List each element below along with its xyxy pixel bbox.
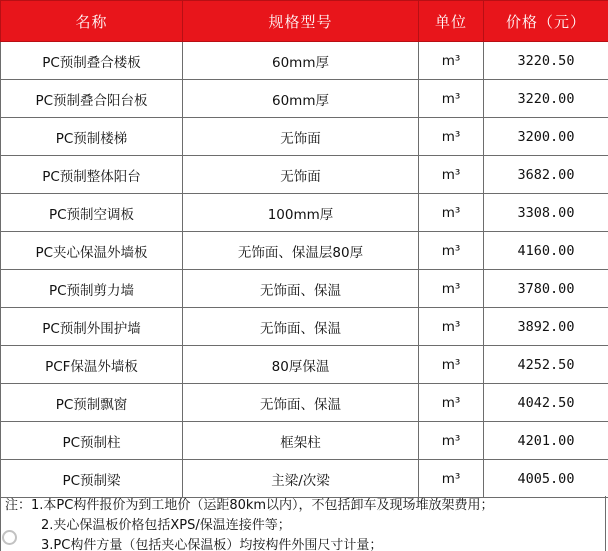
table-row bbox=[1, 346, 608, 384]
cell-unit: m³ bbox=[419, 460, 484, 498]
table-row bbox=[1, 270, 608, 308]
cell-spec: 无饰面、保温层80厚 bbox=[183, 232, 419, 270]
table-row bbox=[1, 232, 608, 270]
cell-name: PC预制剪力墙 bbox=[1, 270, 183, 308]
cell-price: 3200.00 bbox=[484, 118, 608, 156]
cell-unit: m³ bbox=[419, 308, 484, 346]
cell-name: PC预制梁 bbox=[1, 460, 183, 498]
cell-price: 3780.00 bbox=[484, 270, 608, 308]
cell-spec: 100mm厚 bbox=[183, 194, 419, 232]
cell-price: 3220.00 bbox=[484, 80, 608, 118]
watermark-logo bbox=[2, 525, 64, 549]
cell-price: 3892.00 bbox=[484, 308, 608, 346]
cell-unit: m³ bbox=[419, 80, 484, 118]
cell-name: PC预制叠合阳台板 bbox=[1, 80, 183, 118]
cell-price: 3308.00 bbox=[484, 194, 608, 232]
watermark-icon bbox=[2, 530, 17, 545]
cell-name: PC夹心保温外墙板 bbox=[1, 232, 183, 270]
cell-spec: 主梁/次梁 bbox=[183, 460, 419, 498]
cell-spec: 60mm厚 bbox=[183, 42, 419, 80]
cell-unit: m³ bbox=[419, 270, 484, 308]
table-row bbox=[1, 384, 608, 422]
header-row bbox=[1, 1, 608, 42]
cell-name: PC预制外围护墙 bbox=[1, 308, 183, 346]
cell-price: 3220.50 bbox=[484, 42, 608, 80]
cell-name: PC预制空调板 bbox=[1, 194, 183, 232]
cell-name: PC预制飘窗 bbox=[1, 384, 183, 422]
header-name: 名称 bbox=[1, 1, 183, 42]
cell-name: PCF保温外墙板 bbox=[1, 346, 183, 384]
table-body bbox=[1, 42, 608, 498]
cell-name: PC预制叠合楼板 bbox=[1, 42, 183, 80]
cell-name: PC预制楼梯 bbox=[1, 118, 183, 156]
cell-unit: m³ bbox=[419, 156, 484, 194]
cell-spec: 无饰面、保温 bbox=[183, 270, 419, 308]
cell-spec: 60mm厚 bbox=[183, 80, 419, 118]
cell-price: 4252.50 bbox=[484, 346, 608, 384]
cell-unit: m³ bbox=[419, 42, 484, 80]
cell-spec: 80厚保温 bbox=[183, 346, 419, 384]
cell-unit: m³ bbox=[419, 118, 484, 156]
cell-unit: m³ bbox=[419, 422, 484, 460]
note-line-3: 3.PC构件方量（包括夹心保温板）均按构件外围尺寸计量； bbox=[41, 538, 383, 551]
table-row bbox=[1, 422, 608, 460]
table-row bbox=[1, 460, 608, 498]
table-row bbox=[1, 308, 608, 346]
cell-spec: 框架柱 bbox=[183, 422, 419, 460]
table-row bbox=[1, 80, 608, 118]
header-price: 价格（元） bbox=[484, 1, 608, 42]
cell-unit: m³ bbox=[419, 232, 484, 270]
table-row bbox=[1, 118, 608, 156]
cell-unit: m³ bbox=[419, 194, 484, 232]
cell-spec: 无饰面 bbox=[183, 156, 419, 194]
cell-price: 4005.00 bbox=[484, 460, 608, 498]
header-spec: 规格型号 bbox=[183, 1, 419, 42]
note-line-1: 注：1.本PC构件报价为到工地价（运距80km以内），不包括卸车及现场堆放架费用； bbox=[5, 498, 494, 513]
cell-spec: 无饰面、保温 bbox=[183, 308, 419, 346]
note-line-2: 2.夹心保温板价格包括XPS/保温连接件等； bbox=[41, 518, 291, 533]
header-unit: 单位 bbox=[419, 1, 484, 42]
cell-price: 4201.00 bbox=[484, 422, 608, 460]
cell-price: 3682.00 bbox=[484, 156, 608, 194]
cell-unit: m³ bbox=[419, 346, 484, 384]
cell-price: 4042.50 bbox=[484, 384, 608, 422]
cell-name: PC预制柱 bbox=[1, 422, 183, 460]
table-row bbox=[1, 194, 608, 232]
table-row bbox=[1, 156, 608, 194]
cell-unit: m³ bbox=[419, 384, 484, 422]
notes bbox=[0, 496, 606, 551]
table-row bbox=[1, 42, 608, 80]
cell-price: 4160.00 bbox=[484, 232, 608, 270]
cell-spec: 无饰面 bbox=[183, 118, 419, 156]
cell-name: PC预制整体阳台 bbox=[1, 156, 183, 194]
cell-spec: 无饰面、保温 bbox=[183, 384, 419, 422]
